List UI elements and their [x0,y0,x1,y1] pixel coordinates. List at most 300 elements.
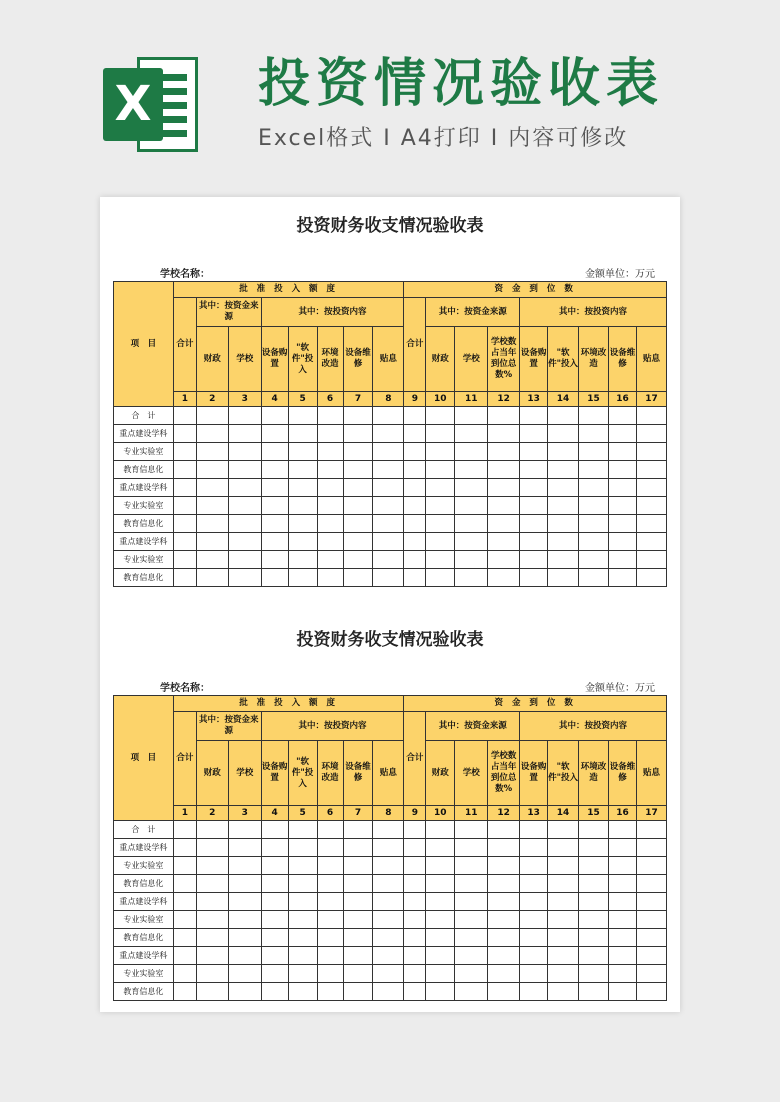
table-cell[interactable] [196,911,228,929]
table-cell[interactable] [636,821,666,839]
table-cell[interactable] [455,443,488,461]
table-cell[interactable] [520,821,548,839]
table-cell[interactable] [317,875,343,893]
table-cell[interactable] [426,551,455,569]
table-cell[interactable] [288,497,317,515]
table-cell[interactable] [520,425,548,443]
table-cell[interactable] [343,461,373,479]
table-cell[interactable] [579,911,609,929]
table-cell[interactable] [426,911,455,929]
table-cell[interactable] [488,461,520,479]
table-cell[interactable] [317,821,343,839]
table-cell[interactable] [288,911,317,929]
table-cell[interactable] [404,443,426,461]
table-cell[interactable] [288,551,317,569]
table-cell[interactable] [343,533,373,551]
table-cell[interactable] [261,983,288,1001]
table-cell[interactable] [548,929,579,947]
table-cell[interactable] [636,893,666,911]
table-cell[interactable] [455,983,488,1001]
table-cell[interactable] [196,515,228,533]
table-cell[interactable] [373,947,404,965]
table-cell[interactable] [455,479,488,497]
table-cell[interactable] [426,515,455,533]
table-cell[interactable] [636,443,666,461]
table-cell[interactable] [261,839,288,857]
table-cell[interactable] [636,929,666,947]
table-cell[interactable] [608,893,636,911]
table-cell[interactable] [520,551,548,569]
table-cell[interactable] [548,515,579,533]
table-cell[interactable] [343,479,373,497]
table-cell[interactable] [373,839,404,857]
table-cell[interactable] [373,929,404,947]
table-cell[interactable] [261,569,288,587]
table-cell[interactable] [455,911,488,929]
table-cell[interactable] [426,965,455,983]
table-cell[interactable] [636,857,666,875]
table-cell[interactable] [373,893,404,911]
table-cell[interactable] [520,569,548,587]
table-cell[interactable] [196,551,228,569]
table-cell[interactable] [455,407,488,425]
table-cell[interactable] [455,515,488,533]
table-cell[interactable] [343,965,373,983]
table-cell[interactable] [579,551,609,569]
table-cell[interactable] [404,875,426,893]
table-cell[interactable] [404,983,426,1001]
table-cell[interactable] [636,515,666,533]
table-cell[interactable] [196,965,228,983]
table-cell[interactable] [608,875,636,893]
table-cell[interactable] [488,569,520,587]
table-cell[interactable] [228,425,261,443]
table-cell[interactable] [548,911,579,929]
table-cell[interactable] [196,857,228,875]
table-cell[interactable] [636,839,666,857]
table-cell[interactable] [343,947,373,965]
table-cell[interactable] [261,893,288,911]
table-cell[interactable] [548,551,579,569]
table-cell[interactable] [488,857,520,875]
table-cell[interactable] [343,893,373,911]
table-cell[interactable] [343,983,373,1001]
table-cell[interactable] [608,443,636,461]
table-cell[interactable] [520,893,548,911]
table-cell[interactable] [288,929,317,947]
table-cell[interactable] [173,569,196,587]
table-cell[interactable] [520,983,548,1001]
table-cell[interactable] [373,425,404,443]
table-cell[interactable] [488,875,520,893]
table-cell[interactable] [261,929,288,947]
table-cell[interactable] [488,533,520,551]
table-cell[interactable] [608,929,636,947]
table-cell[interactable] [579,569,609,587]
table-cell[interactable] [548,839,579,857]
table-cell[interactable] [455,461,488,479]
table-cell[interactable] [488,893,520,911]
table-cell[interactable] [173,911,196,929]
table-cell[interactable] [288,821,317,839]
table-cell[interactable] [404,893,426,911]
table-cell[interactable] [488,407,520,425]
table-cell[interactable] [548,893,579,911]
table-cell[interactable] [261,497,288,515]
table-cell[interactable] [520,947,548,965]
table-cell[interactable] [343,407,373,425]
table-cell[interactable] [373,479,404,497]
table-cell[interactable] [173,479,196,497]
table-cell[interactable] [228,947,261,965]
table-cell[interactable] [488,515,520,533]
table-cell[interactable] [520,875,548,893]
table-cell[interactable] [343,497,373,515]
table-cell[interactable] [196,929,228,947]
table-cell[interactable] [636,461,666,479]
table-cell[interactable] [548,983,579,1001]
table-cell[interactable] [261,443,288,461]
table-cell[interactable] [608,479,636,497]
table-cell[interactable] [404,407,426,425]
table-cell[interactable] [426,947,455,965]
table-cell[interactable] [488,497,520,515]
table-cell[interactable] [373,569,404,587]
table-cell[interactable] [317,857,343,875]
table-cell[interactable] [608,569,636,587]
table-cell[interactable] [261,479,288,497]
table-cell[interactable] [317,911,343,929]
table-cell[interactable] [288,461,317,479]
table-cell[interactable] [426,875,455,893]
table-cell[interactable] [636,407,666,425]
table-cell[interactable] [404,965,426,983]
table-cell[interactable] [404,929,426,947]
table-cell[interactable] [288,407,317,425]
table-cell[interactable] [196,821,228,839]
table-cell[interactable] [579,839,609,857]
table-cell[interactable] [317,515,343,533]
table-cell[interactable] [288,515,317,533]
table-cell[interactable] [488,479,520,497]
table-cell[interactable] [228,983,261,1001]
table-cell[interactable] [173,533,196,551]
table-cell[interactable] [608,425,636,443]
table-cell[interactable] [288,893,317,911]
table-cell[interactable] [404,947,426,965]
table-cell[interactable] [261,515,288,533]
table-cell[interactable] [548,461,579,479]
table-cell[interactable] [173,857,196,875]
table-cell[interactable] [404,569,426,587]
table-cell[interactable] [636,911,666,929]
table-cell[interactable] [548,965,579,983]
table-cell[interactable] [373,983,404,1001]
table-cell[interactable] [343,929,373,947]
table-cell[interactable] [488,821,520,839]
table-cell[interactable] [228,479,261,497]
table-cell[interactable] [228,929,261,947]
table-cell[interactable] [608,821,636,839]
table-cell[interactable] [426,533,455,551]
table-cell[interactable] [317,479,343,497]
table-cell[interactable] [426,857,455,875]
table-cell[interactable] [373,965,404,983]
table-cell[interactable] [196,875,228,893]
table-cell[interactable] [488,965,520,983]
table-cell[interactable] [426,821,455,839]
table-cell[interactable] [228,515,261,533]
table-cell[interactable] [548,857,579,875]
table-cell[interactable] [608,497,636,515]
table-cell[interactable] [196,893,228,911]
table-cell[interactable] [579,497,609,515]
table-cell[interactable] [404,821,426,839]
table-cell[interactable] [488,929,520,947]
table-cell[interactable] [579,983,609,1001]
table-cell[interactable] [579,425,609,443]
table-cell[interactable] [317,497,343,515]
table-cell[interactable] [455,929,488,947]
table-cell[interactable] [426,461,455,479]
table-cell[interactable] [373,857,404,875]
table-cell[interactable] [636,947,666,965]
table-cell[interactable] [228,965,261,983]
table-cell[interactable] [343,911,373,929]
table-cell[interactable] [548,569,579,587]
table-cell[interactable] [636,479,666,497]
table-cell[interactable] [488,839,520,857]
table-cell[interactable] [548,443,579,461]
table-cell[interactable] [608,983,636,1001]
table-cell[interactable] [261,407,288,425]
table-cell[interactable] [317,965,343,983]
table-cell[interactable] [343,821,373,839]
table-cell[interactable] [548,407,579,425]
table-cell[interactable] [288,569,317,587]
table-cell[interactable] [608,965,636,983]
table-cell[interactable] [343,857,373,875]
table-cell[interactable] [455,893,488,911]
table-cell[interactable] [426,893,455,911]
table-cell[interactable] [373,533,404,551]
table-cell[interactable] [288,533,317,551]
table-cell[interactable] [228,551,261,569]
table-cell[interactable] [579,533,609,551]
table-cell[interactable] [579,893,609,911]
table-cell[interactable] [317,551,343,569]
table-cell[interactable] [173,983,196,1001]
table-cell[interactable] [520,857,548,875]
table-cell[interactable] [343,425,373,443]
table-cell[interactable] [488,425,520,443]
table-cell[interactable] [404,551,426,569]
table-cell[interactable] [404,857,426,875]
table-cell[interactable] [288,443,317,461]
table-cell[interactable] [608,515,636,533]
table-cell[interactable] [548,875,579,893]
table-cell[interactable] [488,443,520,461]
table-cell[interactable] [196,947,228,965]
table-cell[interactable] [455,947,488,965]
table-cell[interactable] [426,839,455,857]
table-cell[interactable] [579,857,609,875]
table-cell[interactable] [261,533,288,551]
table-cell[interactable] [608,533,636,551]
table-cell[interactable] [317,893,343,911]
table-cell[interactable] [196,479,228,497]
table-cell[interactable] [173,929,196,947]
table-cell[interactable] [404,461,426,479]
table-cell[interactable] [373,515,404,533]
table-cell[interactable] [173,407,196,425]
table-cell[interactable] [173,497,196,515]
table-cell[interactable] [579,461,609,479]
table-cell[interactable] [404,425,426,443]
table-cell[interactable] [636,983,666,1001]
table-cell[interactable] [288,425,317,443]
table-cell[interactable] [608,551,636,569]
table-cell[interactable] [404,533,426,551]
table-cell[interactable] [636,569,666,587]
table-cell[interactable] [404,497,426,515]
table-cell[interactable] [636,965,666,983]
table-cell[interactable] [317,947,343,965]
table-cell[interactable] [261,857,288,875]
table-cell[interactable] [373,497,404,515]
table-cell[interactable] [520,533,548,551]
table-cell[interactable] [373,461,404,479]
table-cell[interactable] [228,911,261,929]
table-cell[interactable] [404,911,426,929]
table-cell[interactable] [520,461,548,479]
table-cell[interactable] [173,425,196,443]
table-cell[interactable] [488,551,520,569]
table-cell[interactable] [317,929,343,947]
table-cell[interactable] [196,839,228,857]
table-cell[interactable] [455,965,488,983]
table-cell[interactable] [288,839,317,857]
table-cell[interactable] [548,479,579,497]
table-cell[interactable] [579,443,609,461]
table-cell[interactable] [520,497,548,515]
table-cell[interactable] [196,443,228,461]
table-cell[interactable] [520,407,548,425]
table-cell[interactable] [579,479,609,497]
table-cell[interactable] [548,497,579,515]
table-cell[interactable] [455,569,488,587]
table-cell[interactable] [196,407,228,425]
table-cell[interactable] [228,875,261,893]
table-cell[interactable] [343,551,373,569]
table-cell[interactable] [426,569,455,587]
table-cell[interactable] [261,425,288,443]
table-cell[interactable] [228,893,261,911]
table-cell[interactable] [548,533,579,551]
table-cell[interactable] [373,443,404,461]
table-cell[interactable] [261,821,288,839]
table-cell[interactable] [228,443,261,461]
table-cell[interactable] [608,857,636,875]
table-cell[interactable] [426,497,455,515]
table-cell[interactable] [196,983,228,1001]
table-cell[interactable] [520,965,548,983]
table-cell[interactable] [343,443,373,461]
table-cell[interactable] [317,983,343,1001]
table-cell[interactable] [317,839,343,857]
table-cell[interactable] [579,929,609,947]
table-cell[interactable] [228,461,261,479]
table-cell[interactable] [608,407,636,425]
table-cell[interactable] [404,515,426,533]
table-cell[interactable] [196,497,228,515]
table-cell[interactable] [373,821,404,839]
table-cell[interactable] [636,875,666,893]
table-cell[interactable] [173,839,196,857]
table-cell[interactable] [579,407,609,425]
table-cell[interactable] [608,839,636,857]
table-cell[interactable] [261,551,288,569]
table-cell[interactable] [608,947,636,965]
table-cell[interactable] [548,821,579,839]
table-cell[interactable] [426,407,455,425]
table-cell[interactable] [455,551,488,569]
table-cell[interactable] [228,569,261,587]
table-cell[interactable] [520,443,548,461]
table-cell[interactable] [228,497,261,515]
table-cell[interactable] [488,947,520,965]
table-cell[interactable] [404,479,426,497]
table-cell[interactable] [488,983,520,1001]
table-cell[interactable] [373,407,404,425]
table-cell[interactable] [317,569,343,587]
table-cell[interactable] [343,875,373,893]
table-cell[interactable] [636,497,666,515]
table-cell[interactable] [455,497,488,515]
table-cell[interactable] [373,911,404,929]
table-cell[interactable] [288,983,317,1001]
table-cell[interactable] [343,569,373,587]
table-cell[interactable] [173,551,196,569]
table-cell[interactable] [455,425,488,443]
table-cell[interactable] [426,479,455,497]
table-cell[interactable] [426,425,455,443]
table-cell[interactable] [488,911,520,929]
table-cell[interactable] [455,821,488,839]
table-cell[interactable] [455,839,488,857]
table-cell[interactable] [455,857,488,875]
table-cell[interactable] [196,461,228,479]
table-cell[interactable] [173,821,196,839]
table-cell[interactable] [520,929,548,947]
table-cell[interactable] [173,893,196,911]
table-cell[interactable] [317,461,343,479]
table-cell[interactable] [426,929,455,947]
table-cell[interactable] [579,947,609,965]
table-cell[interactable] [173,875,196,893]
table-cell[interactable] [173,443,196,461]
table-cell[interactable] [579,875,609,893]
table-cell[interactable] [373,551,404,569]
table-cell[interactable] [520,515,548,533]
table-cell[interactable] [455,875,488,893]
table-cell[interactable] [579,515,609,533]
table-cell[interactable] [261,947,288,965]
table-cell[interactable] [173,461,196,479]
table-cell[interactable] [579,821,609,839]
table-cell[interactable] [228,533,261,551]
table-cell[interactable] [455,533,488,551]
